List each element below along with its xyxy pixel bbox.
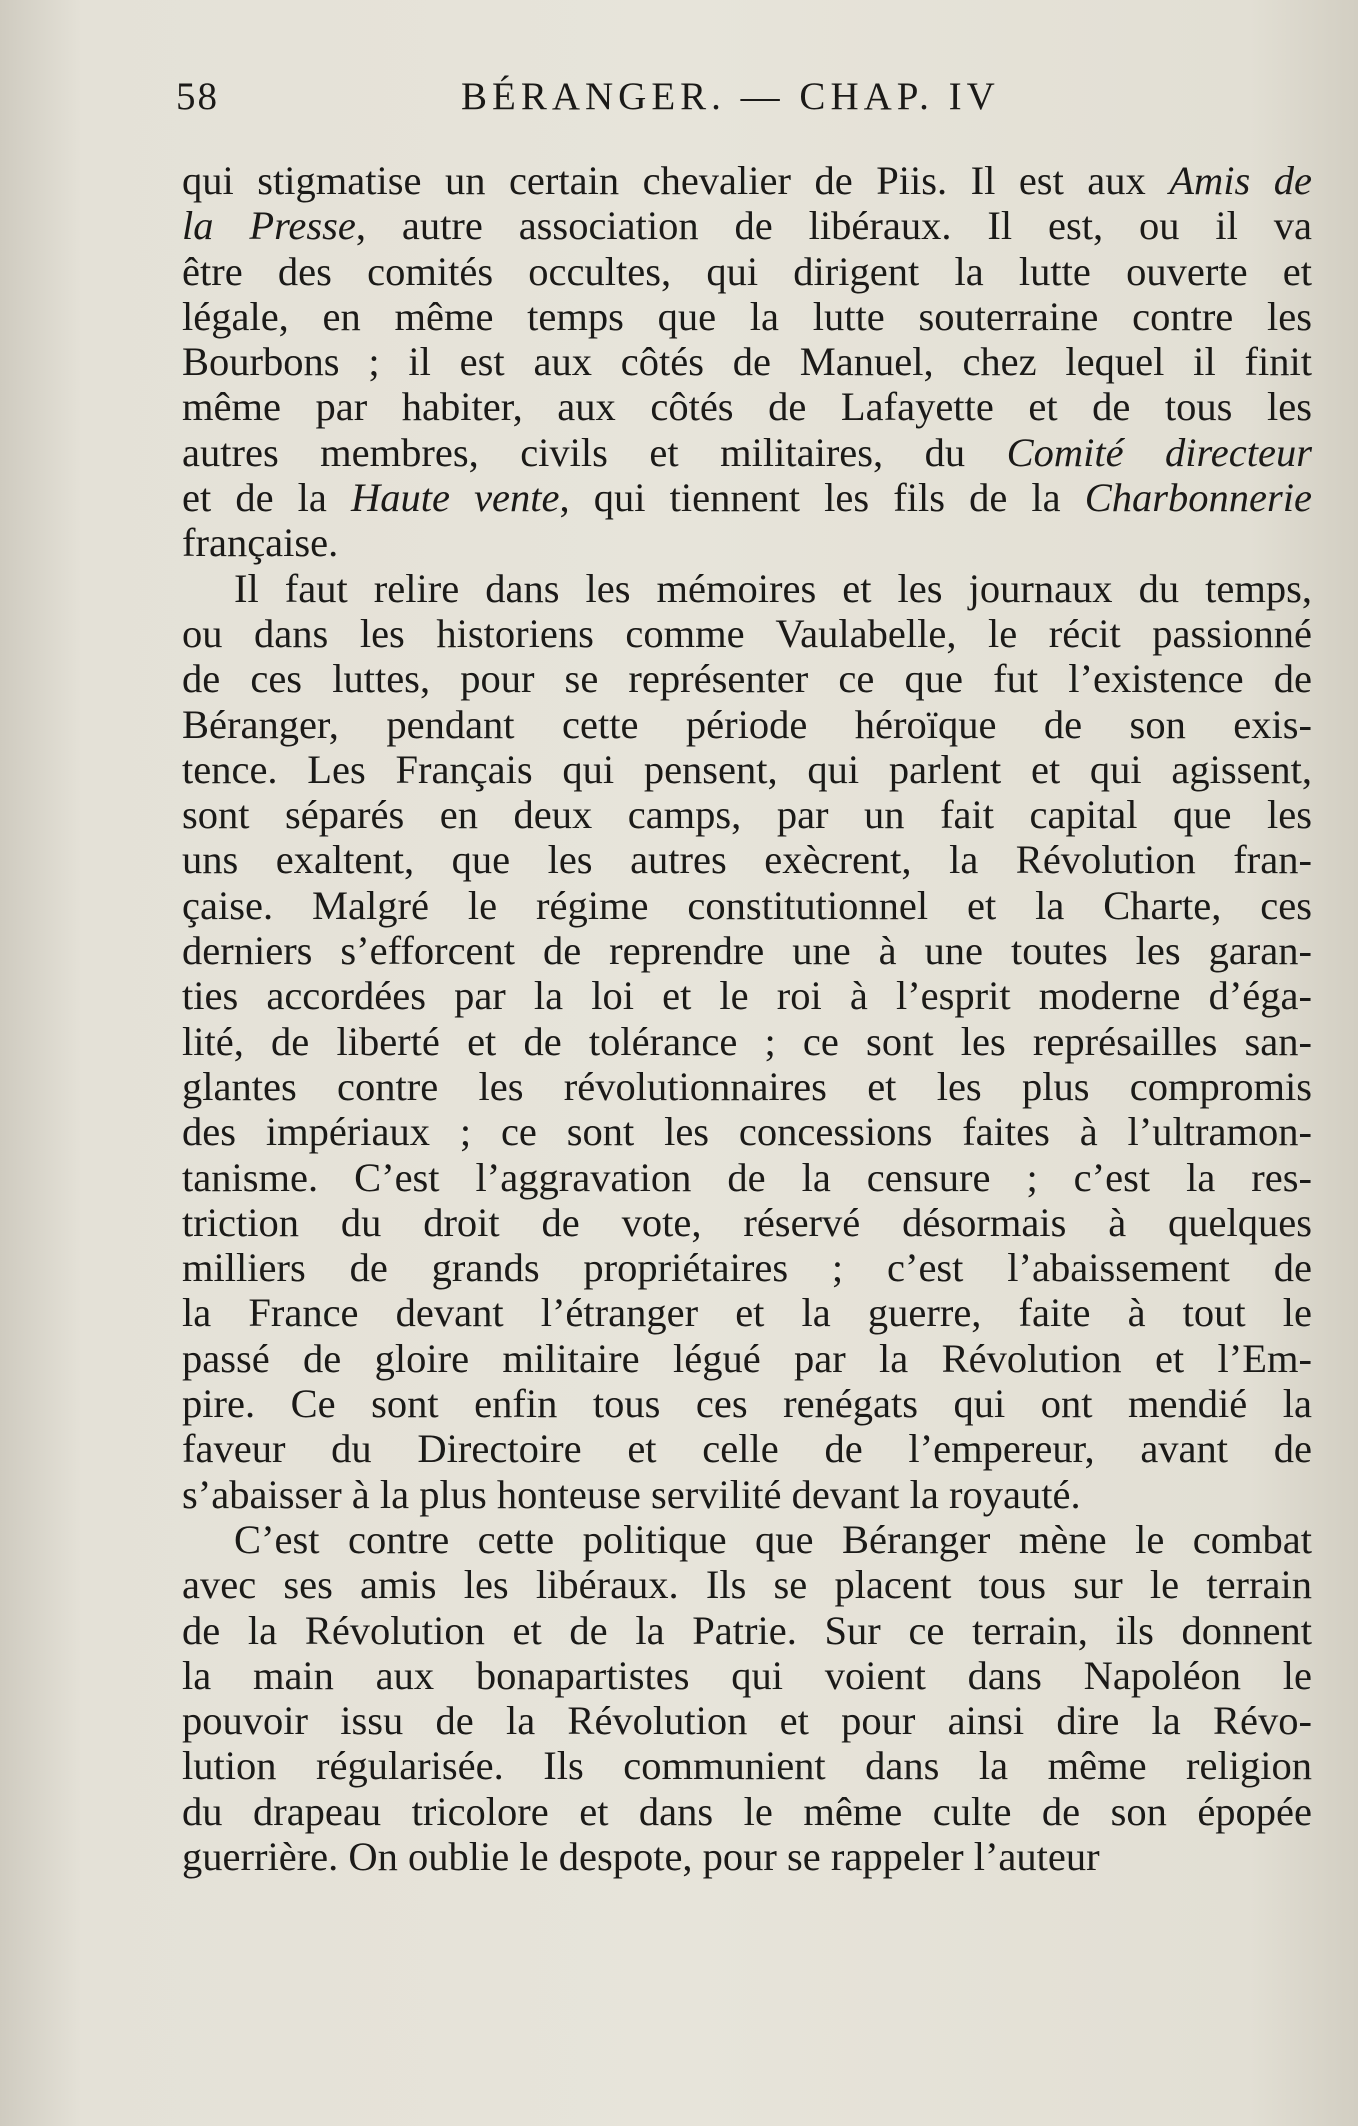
text-line	[182, 1381, 1312, 1426]
text-segment: uns exaltent, que les autres exècrent, la Révolution fran-	[182, 837, 1312, 883]
text-segment: Bourbons ; il est aux côtés de Manuel, chez lequel il finit	[182, 339, 1312, 385]
text-line	[182, 158, 1312, 203]
text-segment: qui stigmatise un certain chevalier de Piis. Il est aux	[182, 158, 1170, 203]
text-line	[182, 1743, 1312, 1788]
text-segment: milliers de grands propriétaires ; c’est l’abaissement de	[182, 1245, 1312, 1291]
text-line	[182, 1290, 1312, 1335]
text-segment: la France devant l’étranger et la guerre, faite à tout le	[182, 1290, 1312, 1336]
text-segment: , autre association de libéraux. Il est, ou il va	[355, 203, 1312, 249]
text-segment: C’est contre cette politique que Béranger mène le combat	[234, 1516, 1312, 1562]
text-segment: guerrière. On oublie le despote, pour se rappeler l’auteur	[182, 1833, 1100, 1879]
text-line	[182, 928, 1312, 973]
text-line	[182, 1200, 1312, 1245]
text-line	[182, 1789, 1312, 1834]
text-segment: s’abaisser à la plus honteuse servilité devant la royauté.	[182, 1471, 1081, 1517]
text-segment: légale, en même temps que la lutte souterraine contre les	[182, 293, 1312, 339]
text-line	[182, 430, 1312, 475]
paragraph	[182, 158, 1312, 566]
text-segment: derniers s’efforcent de reprendre une à une toutes les garan-	[182, 928, 1312, 974]
running-title: BÉRANGER. — CHAP. IV	[461, 75, 1000, 118]
text-line	[182, 384, 1312, 429]
text-line	[182, 883, 1312, 928]
text-segment: , qui tiennent les fils de la	[559, 475, 1085, 521]
text-line	[182, 520, 1312, 565]
text-segment: sont séparés en deux camps, par un fait capital que les	[182, 792, 1312, 838]
text-line	[182, 475, 1312, 520]
text-line	[182, 1653, 1312, 1698]
text-segment: çaise. Malgré le régime constitutionnel et la Charte, ces	[182, 882, 1312, 928]
text-line	[182, 1698, 1312, 1743]
text-line	[182, 1336, 1312, 1381]
text-segment: française.	[182, 520, 339, 566]
text-line	[182, 1608, 1312, 1653]
text-segment: passé de gloire militaire légué par la Révolution et l’Em-	[182, 1335, 1312, 1381]
text-line	[182, 1834, 1312, 1879]
text-line	[182, 249, 1312, 294]
italic-segment: la Presse	[182, 203, 356, 249]
text-line	[182, 1245, 1312, 1290]
text-segment: tence. Les Français qui pensent, qui parlent et qui agissent,	[182, 746, 1312, 792]
text-line	[182, 1064, 1312, 1109]
text-line	[182, 1472, 1312, 1517]
text-line	[182, 1562, 1312, 1607]
text-line	[182, 294, 1312, 339]
text-line	[182, 203, 1312, 248]
text-segment: avec ses amis les libéraux. Ils se placent tous sur le terrain	[182, 1562, 1312, 1608]
text-line	[182, 1109, 1312, 1154]
running-header	[176, 74, 1316, 124]
text-segment: de ces luttes, pour se représenter ce que fut l’existence de	[182, 656, 1312, 702]
text-segment: et de la	[182, 475, 351, 521]
page-number: 58	[176, 75, 219, 118]
text-line	[182, 792, 1312, 837]
text-line	[182, 611, 1312, 656]
text-segment: lution régularisée. Ils communient dans la même religion	[182, 1743, 1312, 1789]
text-segment: pouvoir issu de la Révolution et pour ainsi dire la Révo-	[182, 1698, 1312, 1744]
italic-segment: Charbonnerie	[1084, 475, 1313, 521]
text-segment: autres membres, civils et militaires, du	[182, 429, 1007, 475]
text-segment: ou dans les historiens comme Vaulabelle, le récit passionné	[182, 610, 1312, 656]
italic-segment: Haute vente	[351, 475, 560, 521]
text-segment: triction du droit de vote, réservé désormais à quelques	[182, 1199, 1312, 1245]
text-segment: être des comités occultes, qui dirigent la lutte ouverte et	[182, 248, 1312, 294]
text-line	[182, 702, 1312, 747]
text-line	[182, 656, 1312, 701]
text-segment: même par habiter, aux côtés de Lafayette et de tous les	[182, 384, 1312, 430]
text-line	[182, 747, 1312, 792]
text-line	[182, 1155, 1312, 1200]
text-segment: de la Révolution et de la Patrie. Sur ce terrain, ils donnent	[182, 1607, 1312, 1653]
paragraph	[182, 566, 1312, 1517]
text-line	[182, 339, 1312, 384]
text-line	[182, 837, 1312, 882]
italic-segment: Comité directeur	[1006, 429, 1312, 475]
italic-segment: Amis de	[1169, 158, 1312, 203]
text-line	[182, 1426, 1312, 1471]
text-segment: lité, de liberté et de tolérance ; ce sont les représailles san-	[182, 1018, 1312, 1064]
text-line	[182, 566, 1312, 611]
body-text	[182, 158, 1312, 1879]
paragraph	[182, 1517, 1312, 1879]
text-segment: des impériaux ; ce sont les concessions faites à l’ultramon-	[182, 1109, 1312, 1155]
text-segment: tanisme. C’est l’aggravation de la censure ; c’est la res-	[182, 1154, 1312, 1200]
text-segment: pire. Ce sont enfin tous ces renégats qui ont mendié la	[182, 1381, 1312, 1427]
text-segment: ties accordées par la loi et le roi à l’esprit moderne d’éga-	[182, 973, 1312, 1019]
text-line	[182, 973, 1312, 1018]
text-segment: du drapeau tricolore et dans le même culte de son épopée	[182, 1788, 1312, 1834]
text-segment: glantes contre les révolutionnaires et les plus compromis	[182, 1063, 1312, 1109]
text-line	[182, 1019, 1312, 1064]
text-line	[182, 1517, 1312, 1562]
text-segment: faveur du Directoire et celle de l’empereur, avant de	[182, 1426, 1312, 1472]
text-segment: Béranger, pendant cette période héroïque de son exis-	[182, 701, 1312, 747]
text-segment: Il faut relire dans les mémoires et les journaux du temps,	[234, 565, 1312, 611]
text-segment: la main aux bonapartistes qui voient dans Napoléon le	[182, 1652, 1312, 1698]
